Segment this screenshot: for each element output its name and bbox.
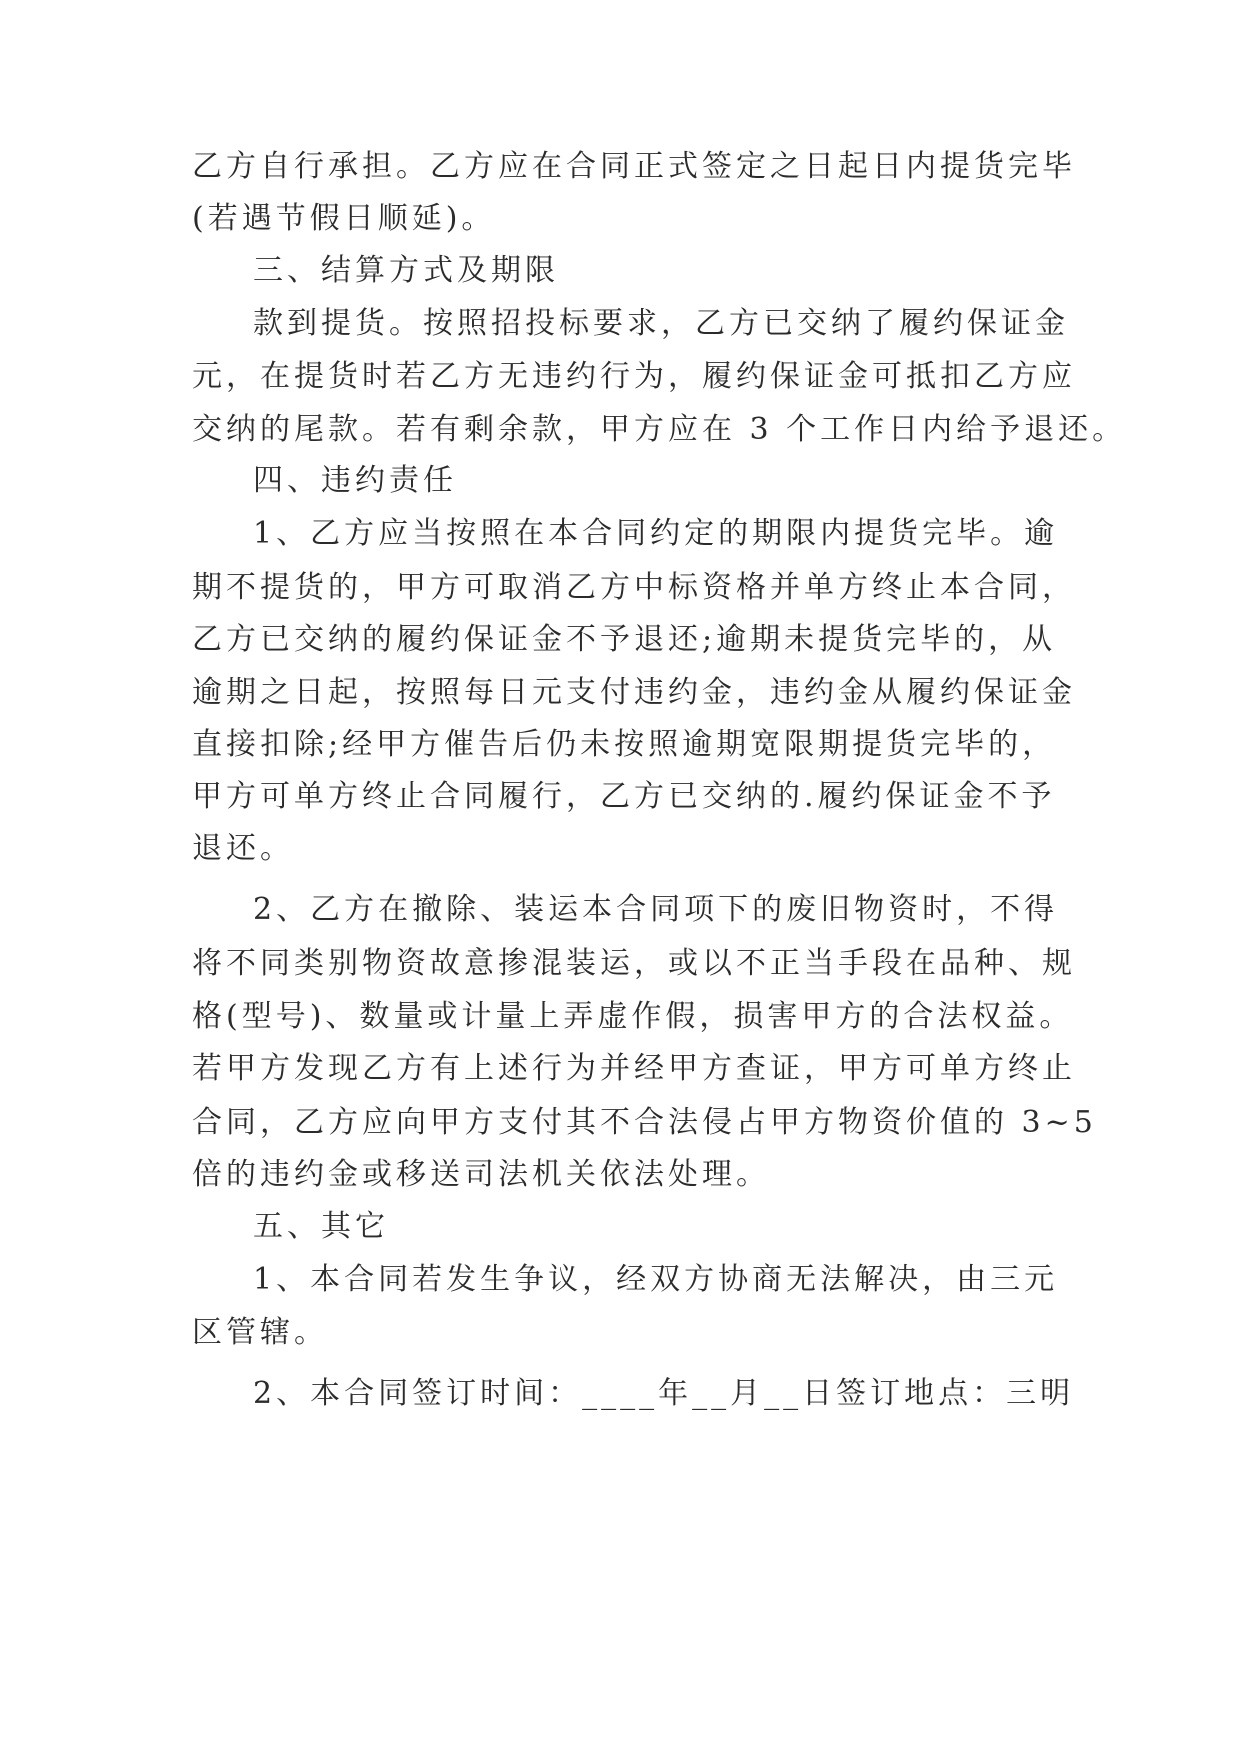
text-line: 元，在提货时若乙方无违约行为，履约保证金可抵扣乙方应 (192, 359, 1076, 394)
section-heading: 五、其它 (253, 1209, 389, 1244)
section-heading: 三、结算方式及期限 (253, 253, 559, 288)
text-line: 2、乙方在撤除、装运本合同项下的废旧物资时，不得 (253, 892, 1059, 927)
text-line: 区管辖。 (192, 1315, 328, 1350)
section-heading: 四、违约责任 (253, 463, 457, 498)
text-line: 将不同类别物资故意掺混装运，或以不正当手段在品种、规 (192, 946, 1076, 981)
text-line: 乙方自行承担。乙方应在合同正式签定之日起日内提货完毕 (192, 149, 1076, 184)
text-line: 乙方已交纳的履约保证金不予退还;逾期未提货完毕的，从 (192, 622, 1057, 657)
text-line: 2、本合同签订时间：____年__月__日签订地点：三明 (253, 1376, 1075, 1411)
text-line: 甲方可单方终止合同履行，乙方已交纳的.履约保证金不予 (192, 779, 1056, 814)
text-line: 款到提货。按照招投标要求，乙方已交纳了履约保证金 (253, 306, 1069, 341)
text-line: 交纳的尾款。若有剩余款，甲方应在 3 个工作日内给予退还。 (192, 412, 1127, 447)
text-line: 直接扣除;经甲方催告后仍未按照逾期宽限期提货完毕的， (192, 727, 1057, 762)
text-line: 逾期之日起，按照每日元支付违约金，违约金从履约保证金 (192, 675, 1076, 710)
text-line: 退还。 (192, 831, 294, 866)
text-line: 期不提货的，甲方可取消乙方中标资格并单方终止本合同， (192, 570, 1076, 605)
text-line: 格(型号)、数量或计量上弄虚作假，损害甲方的合法权益。 (192, 999, 1074, 1034)
text-line: 1、乙方应当按照在本合同约定的期限内提货完毕。逾 (253, 516, 1059, 551)
text-line: 倍的违约金或移送司法机关依法处理。 (192, 1157, 770, 1192)
text-line: 合同，乙方应向甲方支付其不合法侵占甲方物资价值的 3~5 (192, 1105, 1097, 1140)
text-line: 1、本合同若发生争议，经双方协商无法解决，由三元 (253, 1262, 1059, 1297)
text-line: (若遇节假日顺延)。 (192, 201, 496, 236)
text-line: 若甲方发现乙方有上述行为并经甲方查证，甲方可单方终止 (192, 1051, 1076, 1086)
